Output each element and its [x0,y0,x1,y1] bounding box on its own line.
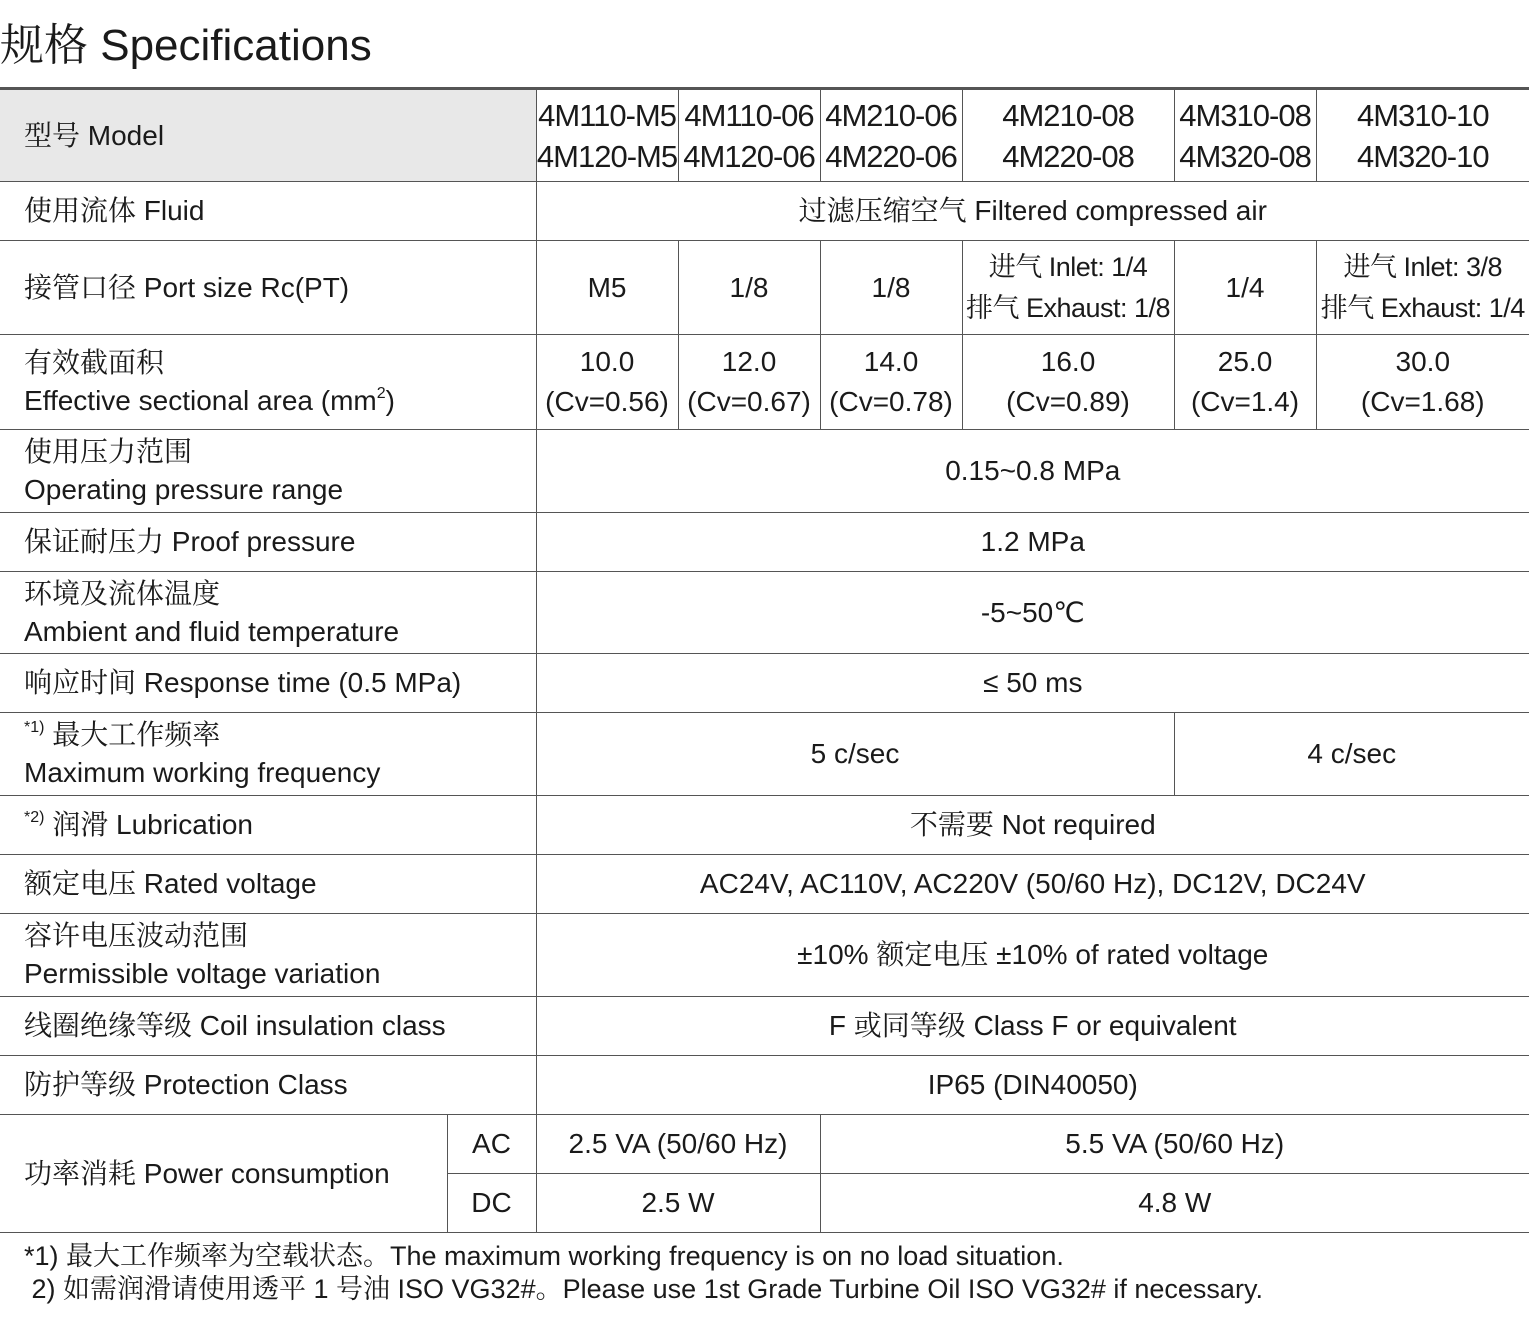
pressure-range-label: 使用压力范围 Operating pressure range [0,430,536,513]
port-size-value: 进气 Inlet: 3/8 排气 Exhaust: 1/4 [1316,241,1529,335]
lubrication-value: 不需要 Not required [536,796,1529,855]
effective-area-value: 14.0 (Cv=0.78) [820,335,962,430]
effective-area-label: 有效截面积 Effective sectional area $(mm^2)$ [0,335,536,430]
coil-insulation-row [0,997,1529,1056]
model-cell: 4M210-06 4M220-06 [820,89,962,182]
power-dc-label: DC [447,1174,536,1233]
rated-voltage-label: 额定电压 Rated voltage [0,855,536,914]
proof-pressure-label: 保证耐压力 Proof pressure [0,513,536,572]
power-consumption-label: 功率消耗 Power consumption [0,1115,447,1233]
lubrication-row [0,796,1529,855]
fluid-row [0,182,1529,241]
page-title: 规格 Specifications [0,21,372,70]
port-size-value: 1/8 [678,241,820,335]
temperature-value: -5~50℃ [536,572,1529,654]
temperature-row [0,572,1529,654]
model-cell: 4M210-08 4M220-08 [962,89,1174,182]
effective-area-value: 12.0 (Cv=0.67) [678,335,820,430]
power-dc-value: 4.8 W [820,1174,1529,1233]
voltage-variation-row [0,914,1529,997]
protection-class-value: IP65 (DIN40050) [536,1056,1529,1115]
model-row [0,89,1529,182]
effective-area-row [0,335,1529,430]
rated-voltage-row [0,855,1529,914]
effective-area-value: 10.0 (Cv=0.56) [536,335,678,430]
model-cell: 4M110-06 4M120-06 [678,89,820,182]
rated-voltage-value: AC24V, AC110V, AC220V (50/60 Hz), DC12V, DC24V [536,855,1529,914]
coil-insulation-label: 线圈绝缘等级 Coil insulation class [0,997,536,1056]
fluid-value: 过滤压缩空气 Filtered compressed air [536,182,1529,241]
protection-class-row [0,1056,1529,1115]
power-ac-value: 5.5 VA (50/60 Hz) [820,1115,1529,1174]
voltage-variation-value: ±10% 额定电压 ±10% of rated voltage [536,914,1529,997]
footnote-2: 2) 如需润滑请使用透平 1 号油 ISO VG32#。Please use 1st Grade Turbine Oil ISO VG32# if necessary. [24,1274,1263,1304]
frequency-value: 5 c/sec [536,713,1174,796]
pressure-range-row [0,430,1529,513]
effective-area-value: 16.0 (Cv=0.89) [962,335,1174,430]
coil-insulation-value: F 或同等级 Class F or equivalent [536,997,1529,1056]
port-size-value: M5 [536,241,678,335]
frequency-label: $^{*1)}$ 最大工作频率 Maximum working frequency [0,713,536,796]
power-ac-row [0,1115,1529,1174]
response-time-label: 响应时间 Response time (0.5 MPa) [0,654,536,713]
frequency-value: 4 c/sec [1174,713,1529,796]
port-size-value: 进气 Inlet: 1/4 排气 Exhaust: 1/8 [962,241,1174,335]
effective-area-value: 25.0 (Cv=1.4) [1174,335,1316,430]
power-ac-label: AC [447,1115,536,1174]
frequency-row [0,713,1529,796]
port-size-row [0,241,1529,335]
effective-area-value: 30.0 (Cv=1.68) [1316,335,1529,430]
fluid-label: 使用流体 Fluid [0,182,536,241]
footnotes [24,1240,1263,1306]
power-dc-value: 2.5 W [536,1174,820,1233]
footnote-marker: *1) [24,718,45,736]
protection-class-label: 防护等级 Protection Class [0,1056,536,1115]
port-size-label: 接管口径 Port size Rc(PT) [0,241,536,335]
proof-pressure-value: 1.2 MPa [536,513,1529,572]
voltage-variation-label: 容许电压波动范围 Permissible voltage variation [0,914,536,997]
specifications-table [0,87,1529,1233]
footnote-marker: *2) [24,808,45,826]
model-cell: 4M310-10 4M320-10 [1316,89,1529,182]
response-time-row [0,654,1529,713]
temperature-label: 环境及流体温度 Ambient and fluid temperature [0,572,536,654]
footnote-1: *1) 最大工作频率为空载状态。The maximum working frequency is on no load situation. [24,1241,1064,1271]
model-cell: 4M310-08 4M320-08 [1174,89,1316,182]
response-time-value: ≤ 50 ms [536,654,1529,713]
lubrication-label: $^{*2)}$ 润滑 Lubrication [0,796,536,855]
pressure-range-value: 0.15~0.8 MPa [536,430,1529,513]
model-cell: 4M110-M5 4M120-M5 [536,89,678,182]
model-label: 型号 Model [0,89,536,182]
power-ac-value: 2.5 VA (50/60 Hz) [536,1115,820,1174]
port-size-value: 1/4 [1174,241,1316,335]
port-size-value: 1/8 [820,241,962,335]
proof-pressure-row [0,513,1529,572]
